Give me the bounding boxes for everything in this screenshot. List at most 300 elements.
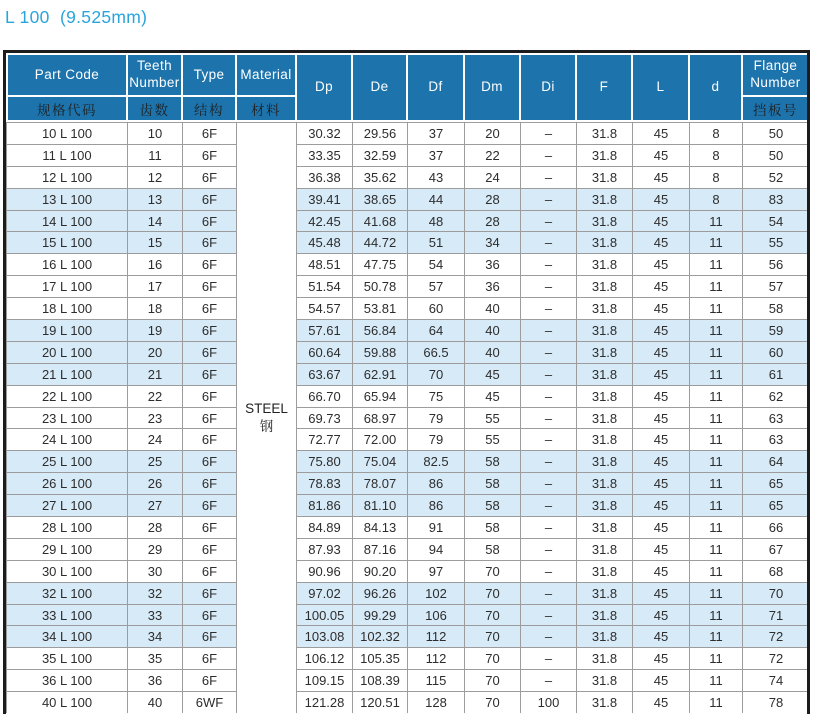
cell-d: 11 <box>690 210 743 232</box>
cell-flange_number: 62 <box>743 385 810 407</box>
cell-dm: 36 <box>465 275 521 297</box>
cell-l: 45 <box>633 428 690 450</box>
cell-flange_number: 56 <box>743 253 810 275</box>
cell-l: 45 <box>633 210 690 232</box>
cell-l: 45 <box>633 341 690 363</box>
cell-f: 31.8 <box>577 560 633 582</box>
cell-dp: 57.61 <box>297 319 353 341</box>
cell-df: 97 <box>408 560 465 582</box>
cell-df: 51 <box>408 231 465 253</box>
cell-type: 6F <box>183 472 237 494</box>
table-row <box>6 122 810 144</box>
cell-l: 45 <box>633 582 690 604</box>
cell-de: 41.68 <box>353 210 408 232</box>
cell-df: 86 <box>408 494 465 516</box>
cell-flange_number: 65 <box>743 494 810 516</box>
cell-de: 96.26 <box>353 582 408 604</box>
cell-di: – <box>521 407 577 429</box>
cell-df: 70 <box>408 363 465 385</box>
cell-d: 11 <box>690 428 743 450</box>
cell-type: 6F <box>183 188 237 210</box>
cell-teeth_number: 33 <box>128 604 183 626</box>
table-row <box>6 319 810 341</box>
col-header-material-zh: 材料 <box>237 97 297 122</box>
cell-f: 31.8 <box>577 297 633 319</box>
table-row <box>6 669 810 691</box>
cell-df: 66.5 <box>408 341 465 363</box>
cell-dp: 42.45 <box>297 210 353 232</box>
cell-di: – <box>521 516 577 538</box>
cell-flange_number: 63 <box>743 407 810 429</box>
col-header-df: Df <box>408 53 465 122</box>
cell-l: 45 <box>633 363 690 385</box>
cell-dp: 39.41 <box>297 188 353 210</box>
material-zh: 钢 <box>259 419 274 435</box>
table-row <box>6 210 810 232</box>
cell-di: – <box>521 604 577 626</box>
cell-flange_number: 54 <box>743 210 810 232</box>
cell-teeth_number: 28 <box>128 516 183 538</box>
cell-part_code: 11 L 100 <box>6 144 128 166</box>
cell-part_code: 28 L 100 <box>6 516 128 538</box>
cell-d: 11 <box>690 472 743 494</box>
cell-de: 53.81 <box>353 297 408 319</box>
cell-de: 29.56 <box>353 122 408 144</box>
cell-teeth_number: 11 <box>128 144 183 166</box>
cell-dp: 33.35 <box>297 144 353 166</box>
cell-type: 6F <box>183 582 237 604</box>
cell-type: 6F <box>183 363 237 385</box>
cell-teeth_number: 32 <box>128 582 183 604</box>
cell-part_code: 26 L 100 <box>6 472 128 494</box>
cell-teeth_number: 14 <box>128 210 183 232</box>
cell-teeth_number: 19 <box>128 319 183 341</box>
cell-f: 31.8 <box>577 407 633 429</box>
cell-type: 6F <box>183 625 237 647</box>
table-row <box>6 582 810 604</box>
cell-dm: 45 <box>465 363 521 385</box>
cell-di: – <box>521 166 577 188</box>
col-header-type: Type <box>183 53 237 97</box>
cell-part_code: 21 L 100 <box>6 363 128 385</box>
cell-dm: 28 <box>465 210 521 232</box>
cell-flange_number: 65 <box>743 472 810 494</box>
cell-teeth_number: 24 <box>128 428 183 450</box>
cell-di: – <box>521 275 577 297</box>
cell-flange_number: 50 <box>743 144 810 166</box>
table-row <box>6 472 810 494</box>
cell-l: 45 <box>633 231 690 253</box>
cell-d: 11 <box>690 604 743 626</box>
cell-type: 6F <box>183 560 237 582</box>
cell-flange_number: 64 <box>743 450 810 472</box>
page-title: L 100 (9.525mm) <box>5 7 148 27</box>
cell-flange_number: 52 <box>743 166 810 188</box>
cell-teeth_number: 35 <box>128 647 183 669</box>
cell-flange_number: 74 <box>743 669 810 691</box>
cell-flange_number: 72 <box>743 625 810 647</box>
cell-part_code: 16 L 100 <box>6 253 128 275</box>
cell-flange_number: 57 <box>743 275 810 297</box>
cell-l: 45 <box>633 604 690 626</box>
table-row <box>6 407 810 429</box>
cell-dm: 58 <box>465 472 521 494</box>
cell-de: 102.32 <box>353 625 408 647</box>
cell-type: 6F <box>183 210 237 232</box>
cell-teeth_number: 25 <box>128 450 183 472</box>
cell-dm: 55 <box>465 428 521 450</box>
cell-df: 86 <box>408 472 465 494</box>
spec-table <box>6 53 810 713</box>
cell-type: 6F <box>183 669 237 691</box>
cell-type: 6F <box>183 122 237 144</box>
cell-d: 11 <box>690 647 743 669</box>
cell-dp: 69.73 <box>297 407 353 429</box>
table-row <box>6 428 810 450</box>
cell-flange_number: 66 <box>743 516 810 538</box>
cell-teeth_number: 20 <box>128 341 183 363</box>
cell-type: 6F <box>183 231 237 253</box>
cell-de: 90.20 <box>353 560 408 582</box>
cell-part_code: 17 L 100 <box>6 275 128 297</box>
cell-dm: 45 <box>465 385 521 407</box>
cell-di: – <box>521 625 577 647</box>
cell-type: 6F <box>183 253 237 275</box>
cell-di: – <box>521 582 577 604</box>
cell-l: 45 <box>633 297 690 319</box>
cell-dm: 70 <box>465 669 521 691</box>
table-row <box>6 275 810 297</box>
table-row <box>6 231 810 253</box>
cell-de: 56.84 <box>353 319 408 341</box>
cell-df: 94 <box>408 538 465 560</box>
cell-part_code: 25 L 100 <box>6 450 128 472</box>
cell-dm: 36 <box>465 253 521 275</box>
cell-df: 79 <box>408 428 465 450</box>
cell-part_code: 29 L 100 <box>6 538 128 560</box>
cell-f: 31.8 <box>577 669 633 691</box>
col-header-part-code: Part Code <box>6 53 128 97</box>
cell-dm: 70 <box>465 647 521 669</box>
cell-flange_number: 67 <box>743 538 810 560</box>
cell-dp: 109.15 <box>297 669 353 691</box>
cell-dp: 90.96 <box>297 560 353 582</box>
cell-dm: 58 <box>465 450 521 472</box>
cell-d: 8 <box>690 144 743 166</box>
cell-di: – <box>521 494 577 516</box>
cell-df: 43 <box>408 166 465 188</box>
cell-part_code: 36 L 100 <box>6 669 128 691</box>
table-row <box>6 538 810 560</box>
col-header-dp: Dp <box>297 53 353 122</box>
col-header-type-zh: 结构 <box>183 97 237 122</box>
cell-df: 44 <box>408 188 465 210</box>
cell-type: 6F <box>183 604 237 626</box>
cell-dp: 75.80 <box>297 450 353 472</box>
cell-d: 8 <box>690 122 743 144</box>
cell-teeth_number: 40 <box>128 691 183 713</box>
cell-d: 11 <box>690 450 743 472</box>
cell-df: 112 <box>408 625 465 647</box>
cell-dm: 58 <box>465 538 521 560</box>
header-row-english <box>6 53 810 97</box>
cell-d: 11 <box>690 253 743 275</box>
cell-f: 31.8 <box>577 341 633 363</box>
cell-teeth_number: 21 <box>128 363 183 385</box>
cell-dm: 40 <box>465 297 521 319</box>
cell-part_code: 15 L 100 <box>6 231 128 253</box>
cell-part_code: 18 L 100 <box>6 297 128 319</box>
cell-type: 6F <box>183 166 237 188</box>
cell-teeth_number: 34 <box>128 625 183 647</box>
cell-df: 54 <box>408 253 465 275</box>
cell-d: 11 <box>690 231 743 253</box>
cell-f: 31.8 <box>577 582 633 604</box>
cell-dm: 40 <box>465 319 521 341</box>
cell-di: – <box>521 144 577 166</box>
cell-df: 57 <box>408 275 465 297</box>
cell-de: 32.59 <box>353 144 408 166</box>
cell-df: 37 <box>408 122 465 144</box>
cell-l: 45 <box>633 450 690 472</box>
cell-di: – <box>521 188 577 210</box>
cell-di: – <box>521 341 577 363</box>
col-header-di: Di <box>521 53 577 122</box>
cell-di: – <box>521 450 577 472</box>
cell-dm: 55 <box>465 407 521 429</box>
cell-flange_number: 50 <box>743 122 810 144</box>
table-row <box>6 363 810 385</box>
cell-part_code: 40 L 100 <box>6 691 128 713</box>
cell-dm: 70 <box>465 691 521 713</box>
cell-part_code: 20 L 100 <box>6 341 128 363</box>
cell-di: – <box>521 472 577 494</box>
cell-type: 6F <box>183 341 237 363</box>
cell-teeth_number: 15 <box>128 231 183 253</box>
cell-dm: 20 <box>465 122 521 144</box>
col-header-d: d <box>690 53 743 122</box>
cell-type: 6F <box>183 428 237 450</box>
cell-dp: 78.83 <box>297 472 353 494</box>
cell-part_code: 30 L 100 <box>6 560 128 582</box>
cell-f: 31.8 <box>577 538 633 560</box>
cell-de: 38.65 <box>353 188 408 210</box>
cell-part_code: 32 L 100 <box>6 582 128 604</box>
cell-di: – <box>521 669 577 691</box>
material-en: STEEL <box>245 400 288 416</box>
cell-df: 75 <box>408 385 465 407</box>
table-row <box>6 450 810 472</box>
cell-de: 87.16 <box>353 538 408 560</box>
table-row <box>6 188 810 210</box>
cell-l: 45 <box>633 625 690 647</box>
cell-d: 11 <box>690 363 743 385</box>
cell-flange_number: 58 <box>743 297 810 319</box>
cell-f: 31.8 <box>577 231 633 253</box>
cell-type: 6F <box>183 297 237 319</box>
cell-part_code: 14 L 100 <box>6 210 128 232</box>
cell-di: 100 <box>521 691 577 713</box>
cell-teeth_number: 30 <box>128 560 183 582</box>
cell-f: 31.8 <box>577 144 633 166</box>
cell-type: 6F <box>183 647 237 669</box>
cell-d: 11 <box>690 538 743 560</box>
cell-df: 91 <box>408 516 465 538</box>
cell-l: 45 <box>633 122 690 144</box>
cell-part_code: 34 L 100 <box>6 625 128 647</box>
cell-di: – <box>521 210 577 232</box>
cell-dp: 84.89 <box>297 516 353 538</box>
cell-type: 6F <box>183 385 237 407</box>
cell-dm: 58 <box>465 494 521 516</box>
cell-l: 45 <box>633 407 690 429</box>
cell-df: 112 <box>408 647 465 669</box>
cell-de: 59.88 <box>353 341 408 363</box>
cell-dp: 66.70 <box>297 385 353 407</box>
spec-table-wrap <box>3 50 810 714</box>
cell-di: – <box>521 122 577 144</box>
cell-part_code: 22 L 100 <box>6 385 128 407</box>
cell-f: 31.8 <box>577 122 633 144</box>
cell-part_code: 23 L 100 <box>6 407 128 429</box>
col-header-f: F <box>577 53 633 122</box>
col-header-l: L <box>633 53 690 122</box>
cell-f: 31.8 <box>577 450 633 472</box>
cell-type: 6F <box>183 450 237 472</box>
cell-part_code: 13 L 100 <box>6 188 128 210</box>
table-row <box>6 516 810 538</box>
cell-dp: 97.02 <box>297 582 353 604</box>
cell-dp: 100.05 <box>297 604 353 626</box>
cell-dp: 87.93 <box>297 538 353 560</box>
cell-d: 8 <box>690 188 743 210</box>
cell-type: 6F <box>183 538 237 560</box>
cell-f: 31.8 <box>577 494 633 516</box>
cell-l: 45 <box>633 188 690 210</box>
cell-flange_number: 59 <box>743 319 810 341</box>
cell-dp: 103.08 <box>297 625 353 647</box>
cell-d: 11 <box>690 560 743 582</box>
cell-d: 11 <box>690 319 743 341</box>
cell-dp: 48.51 <box>297 253 353 275</box>
cell-dp: 121.28 <box>297 691 353 713</box>
cell-teeth_number: 10 <box>128 122 183 144</box>
cell-teeth_number: 29 <box>128 538 183 560</box>
cell-f: 31.8 <box>577 166 633 188</box>
cell-teeth_number: 22 <box>128 385 183 407</box>
table-row <box>6 166 810 188</box>
cell-dm: 24 <box>465 166 521 188</box>
cell-f: 31.8 <box>577 472 633 494</box>
cell-dm: 70 <box>465 560 521 582</box>
cell-flange_number: 78 <box>743 691 810 713</box>
cell-di: – <box>521 560 577 582</box>
table-row <box>6 253 810 275</box>
cell-dm: 70 <box>465 625 521 647</box>
cell-f: 31.8 <box>577 604 633 626</box>
cell-dm: 40 <box>465 341 521 363</box>
cell-df: 115 <box>408 669 465 691</box>
cell-f: 31.8 <box>577 363 633 385</box>
cell-part_code: 27 L 100 <box>6 494 128 516</box>
spec-table-body <box>6 122 810 713</box>
cell-de: 62.91 <box>353 363 408 385</box>
cell-teeth_number: 27 <box>128 494 183 516</box>
cell-l: 45 <box>633 538 690 560</box>
cell-d: 11 <box>690 516 743 538</box>
cell-df: 48 <box>408 210 465 232</box>
cell-teeth_number: 26 <box>128 472 183 494</box>
cell-flange_number: 71 <box>743 604 810 626</box>
cell-l: 45 <box>633 385 690 407</box>
cell-l: 45 <box>633 560 690 582</box>
cell-f: 31.8 <box>577 428 633 450</box>
cell-l: 45 <box>633 691 690 713</box>
cell-di: – <box>521 297 577 319</box>
table-row <box>6 494 810 516</box>
cell-dm: 28 <box>465 188 521 210</box>
col-header-flange-number: Flange Number <box>743 53 810 97</box>
cell-flange_number: 68 <box>743 560 810 582</box>
cell-d: 11 <box>690 494 743 516</box>
cell-teeth_number: 13 <box>128 188 183 210</box>
table-row <box>6 341 810 363</box>
table-row <box>6 560 810 582</box>
cell-teeth_number: 17 <box>128 275 183 297</box>
cell-de: 105.35 <box>353 647 408 669</box>
cell-di: – <box>521 363 577 385</box>
col-header-flange-number-zh: 挡板号 <box>743 97 810 122</box>
cell-f: 31.8 <box>577 275 633 297</box>
cell-teeth_number: 18 <box>128 297 183 319</box>
cell-teeth_number: 12 <box>128 166 183 188</box>
cell-dp: 63.67 <box>297 363 353 385</box>
cell-type: 6F <box>183 319 237 341</box>
col-header-de: De <box>353 53 408 122</box>
cell-dp: 81.86 <box>297 494 353 516</box>
cell-l: 45 <box>633 494 690 516</box>
cell-de: 65.94 <box>353 385 408 407</box>
cell-type: 6F <box>183 407 237 429</box>
cell-f: 31.8 <box>577 385 633 407</box>
cell-l: 45 <box>633 253 690 275</box>
cell-de: 72.00 <box>353 428 408 450</box>
cell-l: 45 <box>633 275 690 297</box>
col-header-teeth-number-zh: 齿数 <box>128 97 183 122</box>
col-header-material: Material <box>237 53 297 97</box>
cell-df: 37 <box>408 144 465 166</box>
cell-df: 106 <box>408 604 465 626</box>
col-header-part-code-zh: 规格代码 <box>6 97 128 122</box>
cell-f: 31.8 <box>577 319 633 341</box>
cell-di: – <box>521 319 577 341</box>
cell-di: – <box>521 538 577 560</box>
cell-d: 11 <box>690 625 743 647</box>
cell-flange_number: 70 <box>743 582 810 604</box>
cell-di: – <box>521 231 577 253</box>
cell-f: 31.8 <box>577 691 633 713</box>
material-cell <box>237 122 297 713</box>
cell-dp: 30.32 <box>297 122 353 144</box>
cell-flange_number: 61 <box>743 363 810 385</box>
cell-d: 11 <box>690 275 743 297</box>
cell-l: 45 <box>633 647 690 669</box>
cell-dp: 60.64 <box>297 341 353 363</box>
cell-l: 45 <box>633 472 690 494</box>
cell-df: 102 <box>408 582 465 604</box>
cell-f: 31.8 <box>577 253 633 275</box>
table-row <box>6 144 810 166</box>
